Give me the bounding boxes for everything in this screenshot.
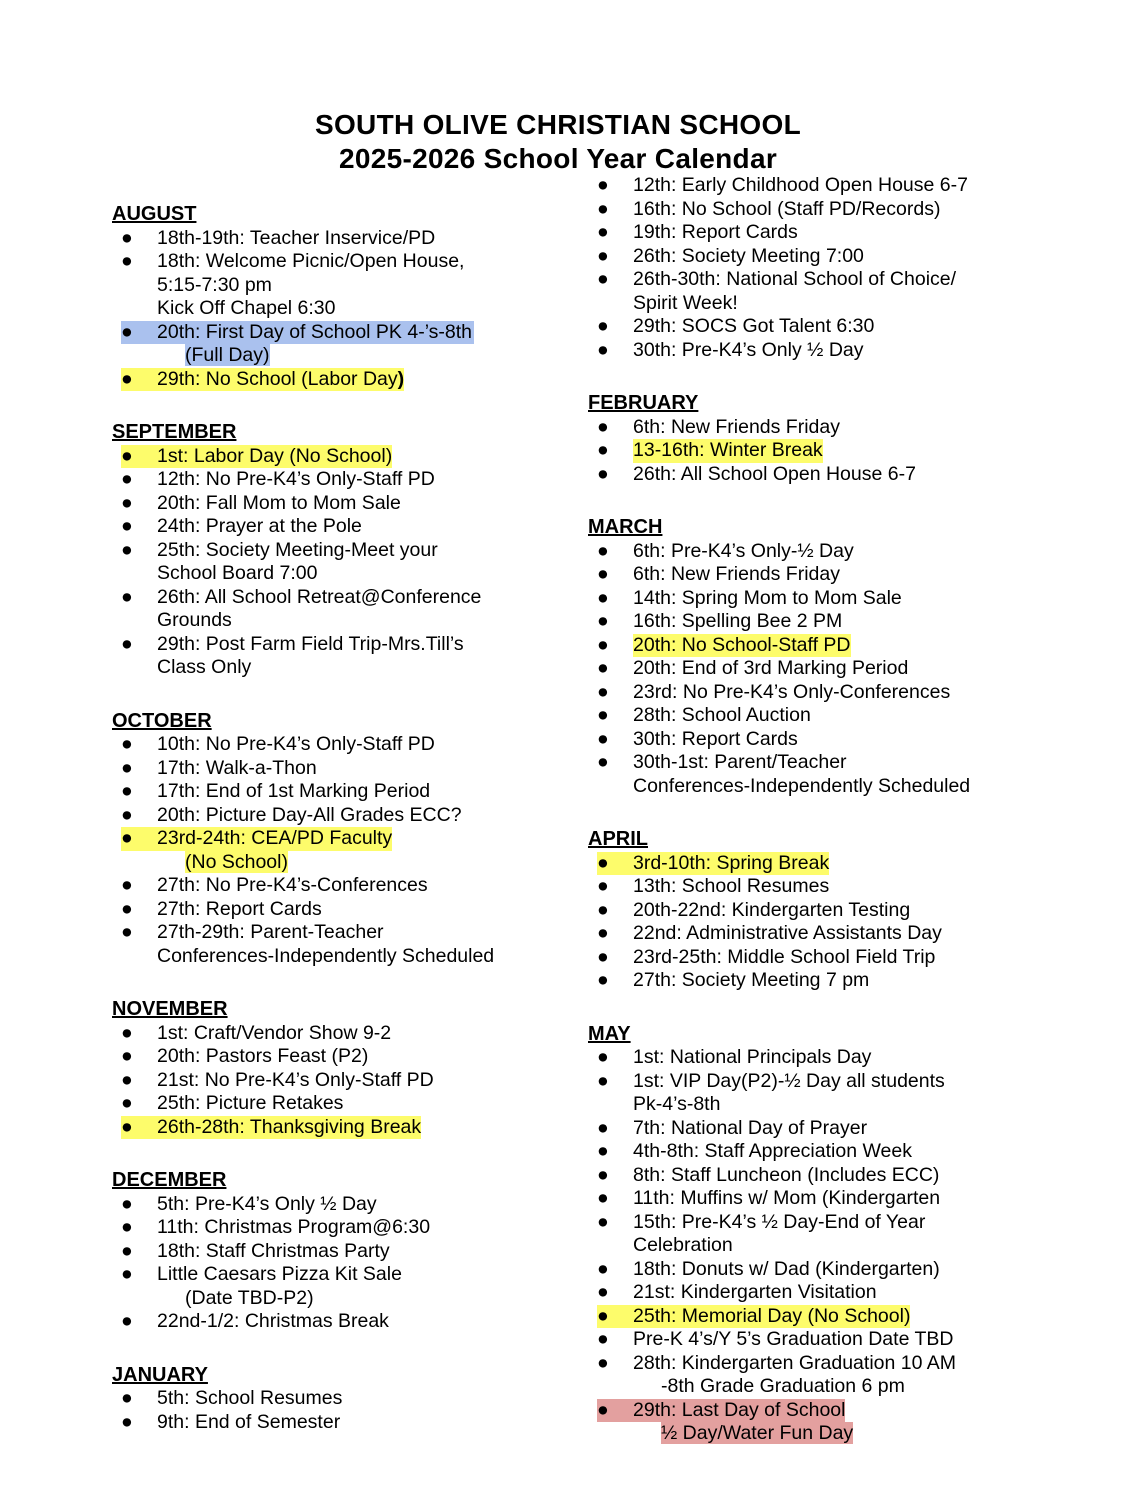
month-heading-december: DECEMBER — [112, 1169, 227, 1191]
list-item: ● 18th: Donuts w/ Dad (Kindergarten) — [597, 1257, 940, 1280]
bullet-icon: ● — [121, 585, 133, 608]
list-item: ● 28th: School Auction — [597, 704, 811, 726]
bullet-icon: ● — [121, 1310, 133, 1332]
bullet-icon: ● — [597, 1328, 609, 1350]
bullet-icon: ● — [121, 921, 133, 943]
december-list — [112, 1193, 552, 1334]
list-item: ● 28th: Kindergarten Graduation 10 AM — [597, 1351, 957, 1374]
list-item: ● 17th: End of 1st Marking Period — [121, 780, 431, 802]
list-item: ● 12th: Early Childhood Open House 6-7 — [597, 174, 968, 196]
list-item-continuation: -8th Grade Graduation 6 pm — [661, 1375, 905, 1397]
november-list — [112, 1022, 552, 1140]
bullet-icon: ● — [597, 633, 609, 656]
list-item: ● 27th-29th: Parent-Teacher — [121, 921, 384, 943]
bullet-icon: ● — [597, 563, 609, 585]
list-item-continuation: School Board 7:00 — [157, 562, 318, 584]
list-item-continuation: Class Only — [157, 656, 252, 678]
list-item: ● 20th: Picture Day-All Grades ECC? — [121, 803, 462, 826]
list-item: ● 4th-8th: Staff Appreciation Week — [597, 1140, 912, 1162]
list-item: ● 20th-22nd: Kindergarten Testing — [597, 898, 911, 921]
month-heading-april: APRIL — [588, 828, 648, 850]
bullet-icon: ● — [121, 874, 133, 896]
month-heading-august: AUGUST — [112, 203, 197, 225]
april-list — [588, 852, 1028, 993]
list-item: ● 25th: Society Meeting-Meet your — [121, 538, 438, 561]
list-item: ● Pre-K 4’s/Y 5’s Graduation Date TBD — [597, 1328, 954, 1350]
list-item-highlight-yellow: ● 26th-28th: Thanksgiving Break — [121, 1115, 422, 1138]
list-item: ● 11th: Christmas Program@6:30 — [121, 1216, 431, 1238]
bullet-icon: ● — [597, 680, 609, 703]
list-item-continuation: ½ Day/Water Fun Day — [661, 1422, 854, 1444]
list-item: ● 10th: No Pre-K4’s Only-Staff PD — [121, 733, 435, 755]
bullet-icon: ● — [121, 367, 133, 390]
january-list — [112, 1387, 552, 1434]
right-column — [588, 174, 1028, 1446]
bullet-icon: ● — [121, 1092, 133, 1114]
bullet-icon: ● — [597, 1140, 609, 1162]
january-list-continued — [588, 174, 1028, 362]
bullet-icon: ● — [121, 444, 133, 467]
bullet-icon: ● — [121, 320, 133, 343]
month-heading-january: JANUARY — [112, 1363, 208, 1386]
list-item: ● 9th: End of Semester — [121, 1410, 341, 1433]
bullet-icon: ● — [121, 827, 133, 849]
february-list — [588, 416, 1028, 487]
list-item: ● 1st: Craft/Vendor Show 9-2 — [121, 1021, 392, 1044]
bullet-icon: ● — [121, 897, 133, 920]
bullet-icon: ● — [597, 268, 609, 290]
list-item-continuation: Pk-4’s-8th — [633, 1093, 721, 1115]
september-list — [112, 445, 552, 680]
list-item: ● 30th: Pre-K4’s Only ½ Day — [597, 338, 864, 361]
list-item: ● 27th: Report Cards — [121, 897, 322, 920]
bullet-icon: ● — [597, 244, 609, 267]
calendar-title: 2025-2026 School Year Calendar — [338, 143, 778, 174]
list-item: ● 29th: SOCS Got Talent 6:30 — [597, 315, 875, 337]
bullet-icon: ● — [121, 491, 133, 514]
bullet-icon: ● — [597, 586, 609, 609]
bullet-icon: ● — [597, 174, 609, 196]
bullet-icon: ● — [121, 1216, 133, 1238]
bullet-icon: ● — [121, 1045, 133, 1067]
bullet-icon: ● — [597, 610, 609, 632]
list-item: ● 23rd: No Pre-K4’s Only-Conferences — [597, 680, 951, 703]
bullet-icon: ● — [597, 439, 609, 461]
list-item: ● 18th: Welcome Picnic/Open House, — [121, 250, 465, 272]
list-item: ● 29th: Post Farm Field Trip-Mrs.Till’s — [121, 632, 464, 655]
bullet-icon: ● — [597, 1281, 609, 1303]
list-item: ● 16th: Spelling Bee 2 PM — [597, 610, 843, 632]
list-item: ● 18th: Staff Christmas Party — [121, 1239, 390, 1262]
list-item: ● 20th: End of 3rd Marking Period — [597, 657, 909, 679]
school-name: SOUTH OLIVE CHRISTIAN SCHOOL — [315, 109, 801, 140]
list-item-continuation: (Date TBD-P2) — [185, 1286, 314, 1309]
month-heading-november: NOVEMBER — [112, 998, 228, 1020]
list-item-continuation: Conferences-Independently Scheduled — [157, 944, 495, 967]
bullet-icon: ● — [121, 780, 133, 802]
list-item-continuation: (Full Day) — [185, 344, 270, 366]
bullet-icon: ● — [121, 803, 133, 826]
month-heading-may: MAY — [588, 1022, 631, 1045]
bullet-icon: ● — [121, 1410, 133, 1433]
may-list — [588, 1046, 1028, 1446]
bullet-icon: ● — [121, 1239, 133, 1262]
month-heading-october: OCTOBER — [112, 709, 212, 732]
bullet-icon: ● — [121, 226, 133, 249]
list-item: ● 1st: VIP Day(P2)-½ Day all students — [597, 1069, 945, 1092]
list-item: ● 26th: All School Retreat@Conference — [121, 585, 482, 608]
list-item: ● 14th: Spring Mom to Mom Sale — [597, 586, 902, 609]
bullet-icon: ● — [597, 1069, 609, 1092]
list-item-highlight-yellow: ● 23rd-24th: CEA/PD Faculty — [121, 827, 393, 849]
month-heading-september: SEPTEMBER — [112, 421, 237, 443]
list-item: ● 25th: Picture Retakes — [121, 1092, 344, 1114]
list-item: ● 26th-30th: National School of Choice/ — [597, 268, 957, 290]
list-item: ● 12th: No Pre-K4’s Only-Staff PD — [121, 468, 435, 490]
bullet-icon: ● — [597, 462, 609, 485]
list-item: ● 22nd: Administrative Assistants Day — [597, 922, 942, 944]
bullet-icon: ● — [121, 1068, 133, 1091]
list-item-highlight-yellow: ● 29th: No School (Labor Day) — [121, 367, 405, 390]
list-item-highlight-red: ● 29th: Last Day of School — [597, 1398, 846, 1421]
list-item-highlight-yellow: ● 25th: Memorial Day (No School) — [597, 1304, 911, 1327]
list-item: ● 21st: Kindergarten Visitation — [597, 1281, 877, 1303]
bullet-icon: ● — [597, 338, 609, 361]
bullet-icon: ● — [597, 922, 609, 944]
october-list — [112, 733, 552, 968]
list-item: ● 20th: Pastors Feast (P2) — [121, 1045, 369, 1067]
list-item: ● 23rd-25th: Middle School Field Trip — [597, 945, 936, 968]
bullet-icon: ● — [121, 1021, 133, 1044]
list-item-highlight-yellow: ● 13-16th: Winter Break — [597, 439, 823, 461]
list-item: ● 20th: Fall Mom to Mom Sale — [121, 491, 401, 514]
month-heading-february: FEBRUARY — [588, 392, 699, 414]
left-column — [112, 203, 552, 1434]
bullet-icon: ● — [597, 415, 609, 438]
list-item: ● 17th: Walk-a-Thon — [121, 756, 317, 779]
list-item-highlight-yellow: ● 20th: No School-Staff PD — [597, 633, 851, 656]
list-item: ● 6th: New Friends Friday — [597, 415, 840, 438]
list-item: ● Little Caesars Pizza Kit Sale — [121, 1263, 402, 1285]
list-item-continuation: Grounds — [157, 609, 232, 631]
list-item: ● 1st: National Principals Day — [597, 1046, 872, 1068]
list-item-continuation: Celebration — [633, 1234, 733, 1256]
list-item-highlight-yellow: ● 3rd-10th: Spring Break — [597, 851, 830, 874]
list-item: ● 11th: Muffins w/ Mom (Kindergarten — [597, 1187, 941, 1209]
august-list — [112, 227, 552, 392]
bullet-icon: ● — [597, 851, 609, 874]
bullet-icon: ● — [597, 751, 609, 773]
bullet-icon: ● — [121, 1115, 133, 1138]
list-item-highlight-blue: ● 20th: First Day of School PK 4-’s-8th — [121, 320, 473, 343]
bullet-icon: ● — [597, 1046, 609, 1068]
list-item: ● 16th: No School (Staff PD/Records) — [597, 197, 941, 220]
bullet-icon: ● — [597, 1351, 609, 1374]
list-item-highlight-yellow: ● 1st: Labor Day (No School) — [121, 444, 393, 467]
list-item: ● 7th: National Day of Prayer — [597, 1116, 868, 1139]
bullet-icon: ● — [121, 632, 133, 655]
month-heading-march: MARCH — [588, 516, 663, 538]
list-item: ● 8th: Staff Luncheon (Includes ECC) — [597, 1163, 940, 1186]
list-item: ● 6th: New Friends Friday — [597, 563, 840, 585]
bullet-icon: ● — [121, 756, 133, 779]
list-item: ● 5th: Pre-K4’s Only ½ Day — [121, 1192, 377, 1215]
list-item: ● 27th: Society Meeting 7 pm — [597, 969, 870, 991]
bullet-icon: ● — [597, 898, 609, 921]
list-item: ● 21st: No Pre-K4’s Only-Staff PD — [121, 1068, 434, 1091]
list-item: ● 27th: No Pre-K4’s-Conferences — [121, 874, 428, 896]
list-item-continuation: Spirit Week! — [633, 291, 738, 314]
bullet-icon: ● — [597, 1163, 609, 1186]
bullet-icon: ● — [597, 539, 609, 562]
bullet-icon: ● — [597, 875, 609, 897]
bullet-icon: ● — [597, 1187, 609, 1209]
list-item: ● 18th-19th: Teacher Inservice/PD — [121, 226, 436, 249]
bullet-icon: ● — [121, 250, 133, 272]
list-item-continuation: (No School) — [185, 850, 288, 873]
bullet-icon: ● — [597, 1304, 609, 1327]
bullet-icon: ● — [597, 945, 609, 968]
bullet-icon: ● — [121, 1387, 133, 1409]
bullet-icon: ● — [597, 1116, 609, 1139]
bullet-icon: ● — [597, 1398, 609, 1421]
list-item: ● 26th: Society Meeting 7:00 — [597, 244, 864, 267]
bullet-icon: ● — [121, 1263, 133, 1285]
list-item-continuation: 5:15-7:30 pm — [157, 273, 272, 296]
list-item: ● 13th: School Resumes — [597, 875, 830, 897]
list-item: ● 30th: Report Cards — [597, 727, 798, 750]
list-item-continuation: Conferences-Independently Scheduled — [633, 774, 971, 797]
bullet-icon: ● — [597, 197, 609, 220]
list-item: ● 15th: Pre-K4’s ½ Day-End of Year — [597, 1210, 926, 1233]
bullet-icon: ● — [121, 733, 133, 755]
bullet-icon: ● — [121, 1192, 133, 1215]
list-item: ● 5th: School Resumes — [121, 1387, 343, 1409]
list-item: ● 24th: Prayer at the Pole — [121, 515, 362, 537]
bullet-icon: ● — [597, 315, 609, 337]
bullet-icon: ● — [597, 727, 609, 750]
list-item: ● 22nd-1/2: Christmas Break — [121, 1310, 389, 1332]
bullet-icon: ● — [597, 1210, 609, 1233]
list-item: ● 26th: All School Open House 6-7 — [597, 462, 916, 485]
list-item: ● 19th: Report Cards — [597, 221, 798, 243]
bullet-icon: ● — [597, 1257, 609, 1280]
list-item: ● 6th: Pre-K4’s Only-½ Day — [597, 539, 854, 562]
bullet-icon: ● — [121, 515, 133, 537]
bullet-icon: ● — [121, 468, 133, 490]
bullet-icon: ● — [597, 657, 609, 679]
march-list — [588, 540, 1028, 799]
list-item: ● 30th-1st: Parent/Teacher — [597, 751, 847, 773]
list-item-continuation: Kick Off Chapel 6:30 — [157, 297, 336, 319]
bullet-icon: ● — [121, 538, 133, 561]
bullet-icon: ● — [597, 969, 609, 991]
bullet-icon: ● — [597, 221, 609, 243]
bullet-icon: ● — [597, 704, 609, 726]
